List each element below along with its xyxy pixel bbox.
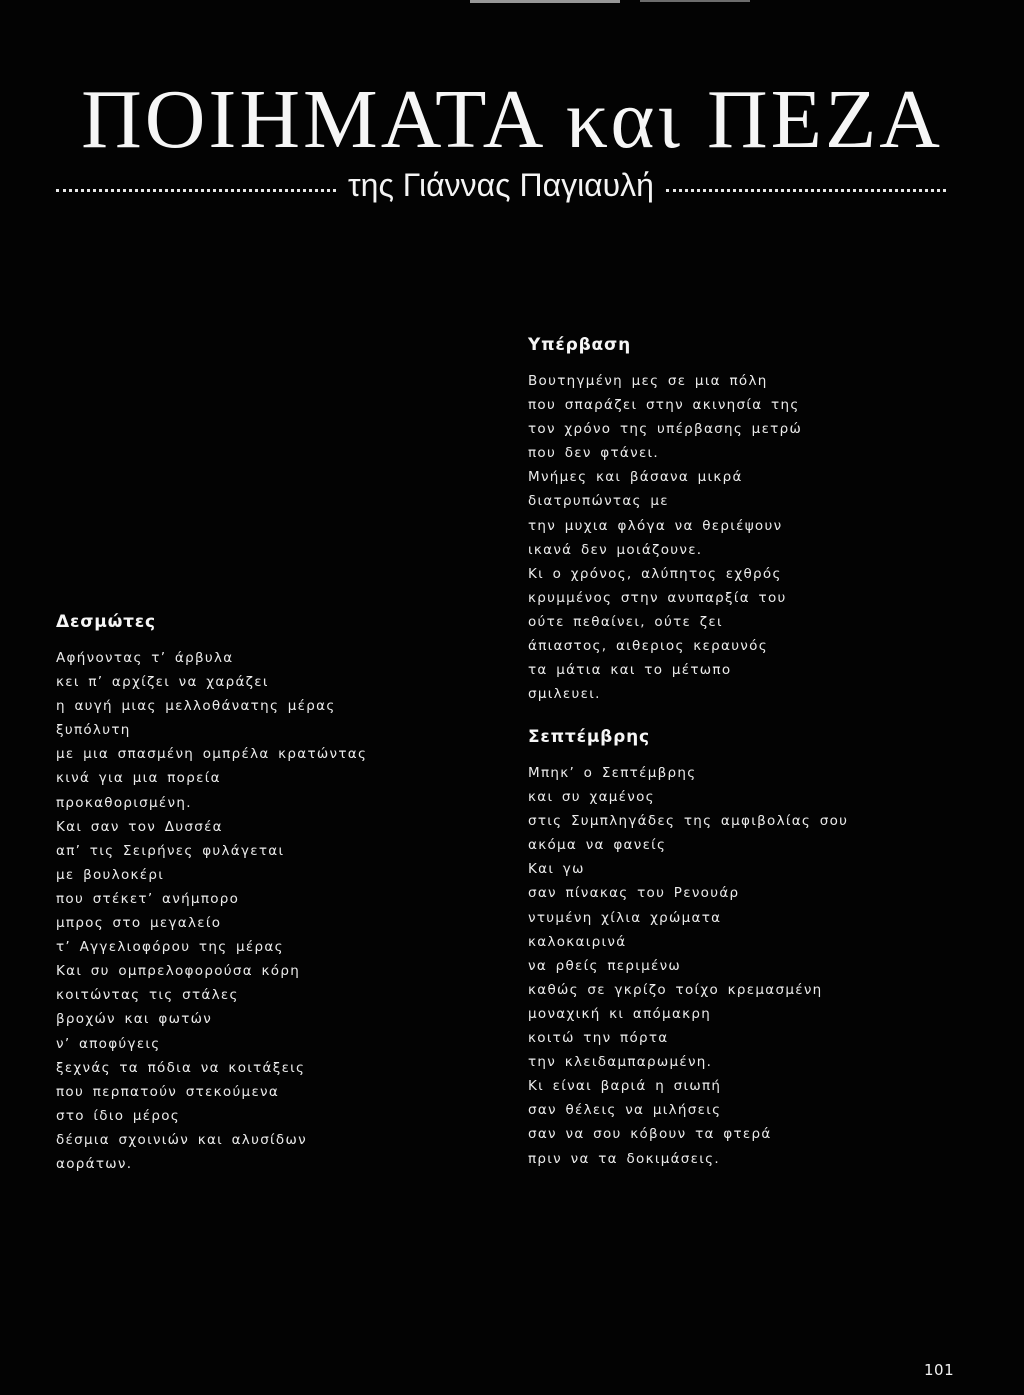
poem-line: Μνήμες και βάσανα μικρά [528, 469, 743, 486]
poem-line: μπρος στο μεγαλείο [56, 915, 222, 932]
poem-line: με μια σπασμένη ομπρέλα κρατώντας [56, 746, 368, 763]
poem-line: στις Συμπληγάδες της αμφιβολίας σου [528, 813, 849, 830]
poem-line: Κι είναι βαριά η σιωπή [528, 1078, 722, 1095]
poem-line: άπιαστος, αιθεριος κεραυνός [528, 638, 768, 655]
poem-line: Και συ ομπρελοφορούσα κόρη [56, 963, 301, 980]
poem-line: ν’ αποφύγεις [56, 1035, 161, 1052]
page-number: 101 [924, 1361, 955, 1379]
poem-line: ξυπόλυτη [56, 722, 131, 739]
poem-line: Κι ο χρόνος, αλύπητος εχθρός [528, 565, 782, 582]
page-title: ΠΟΙΗΜΑΤΑ και ΠΕΖΑ [81, 73, 943, 166]
poem-line: κρυμμένος στην ανυπαρξία του [528, 589, 787, 606]
dotted-rule-right [666, 189, 946, 192]
poem-line: Και γω [528, 861, 585, 878]
poem-line: ξεχνάς τα πόδια να κοιτάξεις [56, 1059, 306, 1076]
poem-line: που στέκετ’ ανήμπορο [56, 890, 240, 907]
poem-line: την κλειδαμπαρωμένη. [528, 1054, 713, 1071]
poem-line: σαν θέλεις να μιλήσεις [528, 1102, 722, 1119]
poem-line: που δεν φτάνει. [528, 445, 660, 462]
poem-line: Βουτηγμένη μες σε μια πόλη [528, 373, 768, 389]
poem-line: κοιτώ την πόρτα [528, 1030, 669, 1047]
poem-line: κινά για μια πορεία [56, 770, 221, 787]
poem-title: Υπέρβαση [528, 335, 631, 355]
poem-line: τον χρόνο της υπέρβασης μετρώ [528, 421, 803, 438]
poem-line: τ’ Αγγελιοφόρου της μέρας [56, 939, 284, 956]
poem-line: προκαθορισμένη. [56, 794, 192, 811]
poem-line: ντυμένη χίλια χρώματα [528, 909, 722, 926]
poem-line: Μπηκ’ ο Σεπτέμβρης [528, 765, 697, 781]
poem-body [528, 761, 848, 1171]
poem-line: ικανά δεν μοιάζουνε. [528, 541, 703, 558]
author-name: της Γιάννας Παγιαυλή [348, 167, 654, 203]
poem-line: διατρυπώντας με [528, 493, 669, 510]
poem-line: δέσμια σχοινιών και αλυσίδων [56, 1131, 307, 1148]
poem-line: σαν να σου κόβουν τα φτερά [528, 1126, 772, 1143]
poem-line: με βουλοκέρι [56, 866, 165, 883]
poem-line: Και σαν τον Δυσσέα [56, 818, 223, 835]
poem-line: σαν πίνακας του Ρενουάρ [528, 885, 740, 902]
poem-line: Αφήνοντας τ’ άρβυλα [56, 650, 234, 666]
poem-line: η αυγή μιας μελλοθάνατης μέρας [56, 698, 336, 715]
poem-line: που σπαράζει στην ακινησία της [528, 397, 800, 414]
poem-line: καλοκαιρινά [528, 933, 627, 950]
poem-line: καθώς σε γκρίζο τοίχο κρεμασμένη [528, 981, 823, 998]
poem-line: σμιλευει. [528, 686, 601, 703]
poem-line: και συ χαμένος [528, 789, 655, 806]
poem-line: αοράτων. [56, 1155, 133, 1172]
poem-line: πριν να τα δοκιμάσεις. [528, 1150, 720, 1167]
poem-line: βροχών και φωτών [56, 1011, 213, 1028]
poem-line: μοναχική κι απόμακρη [528, 1005, 712, 1022]
poem-desmotes [56, 610, 367, 1176]
poem-line: κει π’ αρχίζει να χαράζει [56, 674, 269, 691]
poem-title: Σεπτέμβρης [528, 727, 650, 747]
author-byline [56, 166, 946, 204]
poem-body [528, 369, 802, 706]
poem-ypervasi [528, 333, 802, 706]
poem-septemvris [528, 725, 848, 1171]
poem-line: ακόμα να φανείς [528, 837, 667, 854]
poem-line: απ’ τις Σειρήνες φυλάγεται [56, 842, 285, 859]
poem-body [56, 646, 367, 1176]
poem-title: Δεσμώτες [56, 612, 156, 632]
dotted-rule-left [56, 189, 336, 192]
poem-line: την μυχια φλόγα να θεριέψουν [528, 517, 783, 534]
poem-line: ούτε πεθαίνει, ούτε ζει [528, 613, 723, 630]
poem-line: στο ίδιο μέρος [56, 1107, 181, 1124]
scan-artifact [640, 0, 750, 2]
poem-line: τα μάτια και το μέτωπο [528, 662, 732, 679]
poem-line: κοιτώντας τις στάλες [56, 987, 239, 1004]
scan-artifact [470, 0, 620, 3]
poem-line: που περπατούν στεκούμενα [56, 1083, 280, 1100]
poem-line: να ρθείς περιμένω [528, 957, 682, 974]
